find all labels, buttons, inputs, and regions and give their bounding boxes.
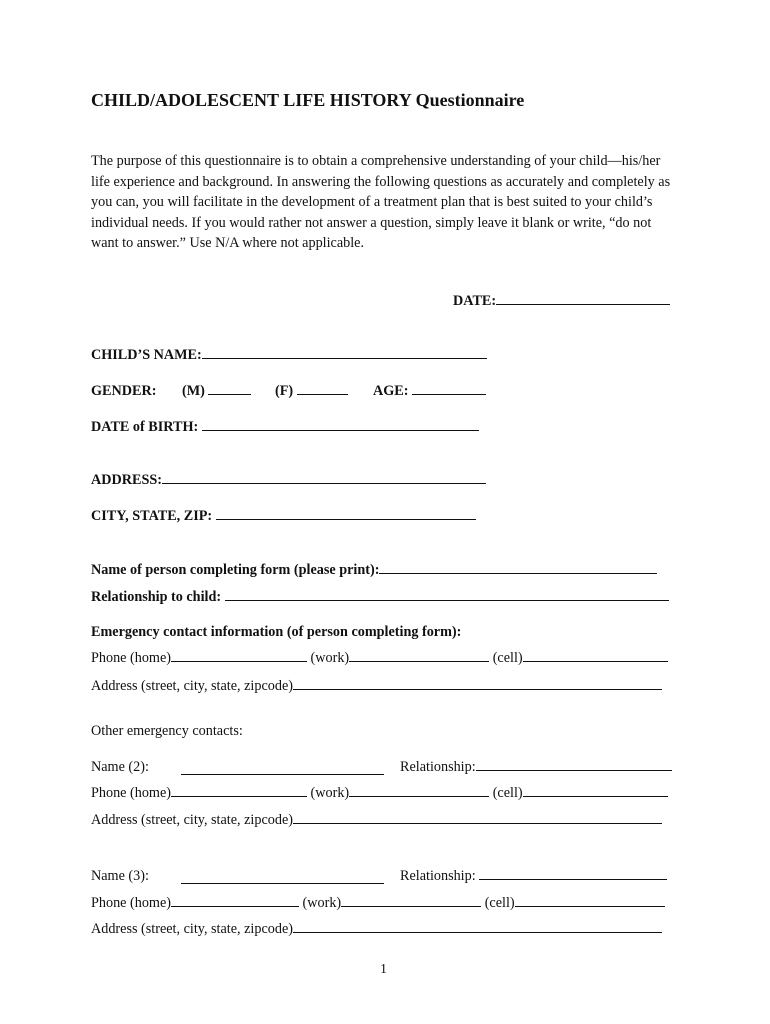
phone-cell-field[interactable] — [515, 905, 665, 907]
phone-work-label: (work) — [310, 650, 350, 666]
age-label: AGE: — [373, 383, 409, 399]
relationship-to-child-row — [91, 589, 669, 606]
gender-female-field[interactable] — [297, 393, 348, 395]
relationship-to-child-field[interactable] — [225, 599, 669, 601]
address-row — [91, 472, 486, 489]
relationship2-row — [400, 759, 672, 776]
age-field[interactable] — [412, 393, 486, 395]
phone-work-label: (work) — [302, 895, 342, 911]
gender-male-row — [182, 383, 251, 400]
gender-label: GENDER: — [91, 383, 157, 399]
date-field[interactable] — [496, 303, 670, 305]
address-full-field[interactable] — [293, 688, 662, 690]
address-label: ADDRESS: — [91, 472, 162, 488]
phone-home-label: Phone (home) — [91, 895, 171, 911]
city-state-zip-row — [91, 508, 476, 525]
dob-row — [91, 419, 479, 436]
address-row-1 — [91, 678, 662, 695]
gender-male-field[interactable] — [208, 393, 251, 395]
address-full-label: Address (street, city, state, zipcode) — [91, 812, 293, 828]
phone-home-label: Phone (home) — [91, 785, 171, 801]
relationship3-field[interactable] — [479, 878, 667, 880]
page-number: 1 — [380, 962, 387, 977]
person-completing-row — [91, 562, 657, 579]
person-completing-field[interactable] — [379, 572, 657, 574]
emergency-heading: Emergency contact information (of person completing form): — [91, 624, 462, 640]
gender-male-label: (M) — [182, 383, 205, 399]
phone-cell-field[interactable] — [523, 795, 668, 797]
childs-name-row — [91, 347, 487, 364]
relationship-to-child-label: Relationship to child: — [91, 589, 222, 605]
gender-female-row — [275, 383, 348, 400]
date-row — [453, 293, 670, 310]
address-row-3 — [91, 921, 662, 938]
intro-paragraph: The purpose of this questionnaire is to obtain a comprehensive understanding of your child—his/her life experience and background. In answering the following questions as accurately and completely as you can, you will facilitate in the development of a treatment plan that is best suited to your child’s individual needs. If you would rather not answer a question, simply leave it blank or write, “do not want to answer.” Use N/A where not applicable. — [91, 153, 671, 252]
phone-home-field[interactable] — [171, 660, 307, 662]
phone-row-3 — [91, 895, 665, 912]
address-full-field[interactable] — [293, 822, 662, 824]
phone-row-2 — [91, 785, 668, 802]
name2-label: Name (2): — [91, 759, 149, 775]
person-completing-label: Name of person completing form (please print): — [91, 562, 380, 578]
phone-work-field[interactable] — [349, 660, 489, 662]
phone-home-label: Phone (home) — [91, 650, 171, 666]
address-row-2 — [91, 812, 662, 829]
phone-cell-label: (cell) — [484, 895, 515, 911]
name3-field[interactable] — [181, 882, 384, 884]
phone-cell-label: (cell) — [492, 785, 523, 801]
phone-work-field[interactable] — [349, 795, 489, 797]
address-field[interactable] — [162, 482, 486, 484]
relationship2-field[interactable] — [476, 769, 672, 771]
phone-cell-label: (cell) — [492, 650, 523, 666]
page-title: CHILD/ADOLESCENT LIFE HISTORY Questionnaire — [91, 90, 525, 110]
phone-home-field[interactable] — [171, 905, 299, 907]
phone-work-field[interactable] — [341, 905, 481, 907]
city-state-zip-label: CITY, STATE, ZIP: — [91, 508, 213, 524]
address-full-field[interactable] — [293, 931, 662, 933]
childs-name-label: CHILD’S NAME: — [91, 347, 202, 363]
phone-row-1 — [91, 650, 668, 667]
name3-label: Name (3): — [91, 868, 149, 884]
address-full-label: Address (street, city, state, zipcode) — [91, 921, 293, 937]
city-state-zip-field[interactable] — [216, 518, 476, 520]
phone-cell-field[interactable] — [523, 660, 668, 662]
age-row — [373, 383, 486, 400]
other-contacts-heading: Other emergency contacts: — [91, 723, 243, 739]
date-label: DATE: — [453, 293, 497, 309]
childs-name-field[interactable] — [202, 357, 487, 359]
dob-field[interactable] — [202, 429, 479, 431]
phone-work-label: (work) — [310, 785, 350, 801]
gender-female-label: (F) — [275, 383, 294, 399]
relationship2-label: Relationship: — [400, 759, 476, 775]
relationship3-label: Relationship: — [400, 868, 476, 884]
relationship3-row — [400, 868, 667, 885]
name2-field[interactable] — [181, 773, 384, 775]
address-full-label: Address (street, city, state, zipcode) — [91, 678, 293, 694]
phone-home-field[interactable] — [171, 795, 307, 797]
dob-label: DATE of BIRTH: — [91, 419, 199, 435]
